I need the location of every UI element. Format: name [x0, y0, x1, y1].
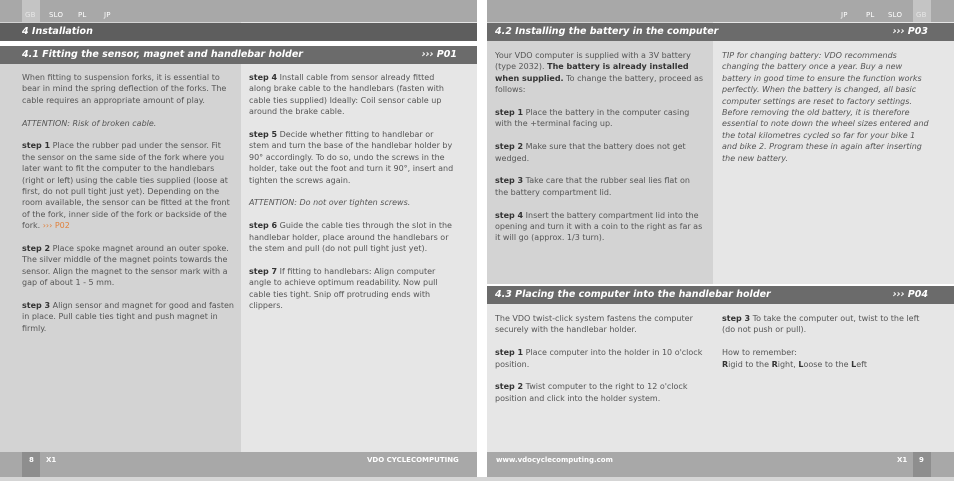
battery-step-2-text: Make sure that the battery does not get wedged.	[495, 142, 686, 163]
step-1-text: Place the rubber pad under the sensor. Fit the sensor on the same side of the fork where you later want to fit the computer to the handlebars (right or left) using the cable ties supplied (loose at first, do not pull tight just yet). Depending on the room available, the sensor can be fitted at the front of the fork, inner side of the fork or backside of the fork.	[22, 141, 230, 231]
section-4-1-column-1	[22, 72, 234, 346]
holder-step-3	[722, 313, 932, 336]
section-4-3-title: 4.3 Placing the computer into the handlebar holder	[495, 289, 771, 300]
mnemonic-t2: ight,	[777, 359, 799, 369]
mnemonic-t4: eft	[856, 359, 867, 369]
battery-step-4-label: step 4	[495, 210, 524, 220]
lang-jp-right[interactable]: JP	[841, 11, 848, 19]
holder-step-1	[495, 347, 709, 370]
mnemonic	[722, 347, 932, 370]
step-2	[22, 243, 234, 289]
intro-text: When fitting to suspension forks, it is essential to bear in mind the spring deflection of the forks. The cable requires an appropriate amount of play.	[22, 73, 227, 105]
holder-step-3-label: step 3	[722, 314, 751, 323]
top-bar-right	[477, 0, 954, 22]
section-4-3-column-1	[495, 313, 709, 416]
section-4-title: 4 Installation	[22, 26, 93, 37]
battery-step-3	[495, 175, 705, 198]
step-1	[22, 140, 234, 231]
lang-gb-right[interactable]: GB	[916, 11, 927, 19]
battery-intro	[495, 50, 705, 96]
footer-gap	[477, 452, 487, 477]
page-number-right: 9	[919, 456, 924, 464]
step-1-label: step 1	[22, 141, 51, 151]
section-4-3-ref[interactable]: ››› P04	[892, 289, 928, 300]
website-link[interactable]: www.vdocyclecomputing.com	[496, 456, 613, 464]
mnemonic-t1: igid to the	[728, 359, 772, 369]
step-3-label: step 3	[22, 301, 51, 311]
brand-name: VDO CYCLECOMPUTING	[367, 456, 459, 464]
holder-step-2-label: step 2	[495, 382, 524, 392]
lang-pl-left[interactable]: PL	[78, 11, 87, 19]
lang-slo-left[interactable]: SLO	[49, 11, 64, 19]
page-number-left: 8	[29, 456, 34, 464]
step-4-label: step 4	[249, 73, 278, 82]
section-4-3-header	[487, 286, 954, 304]
step-5-text: Decide whether fitting to handlebar or stem and turn the base of the handlebar holder by 90° accordingly. To do so, undo the screws in the holder, take out the foot and turn it 90°, insert and tighten the screws again.	[249, 130, 454, 185]
step-5	[249, 129, 455, 186]
battery-intro-c: To change the battery, proceed as follows:	[495, 73, 704, 95]
step-7	[249, 266, 455, 312]
section-4-2-column	[495, 50, 705, 255]
step-6	[249, 220, 455, 254]
mnemonic-heading: How to remember:	[722, 348, 797, 358]
battery-step-3-text: Take care that the rubber seal lies flat on the battery compartment lid.	[495, 176, 690, 197]
section-4-header	[0, 23, 477, 41]
step-6-text: Guide the cable ties through the slot in the handlebar holder, place around the handlebars or the stem and pull (do not pull tight just yet).	[249, 221, 452, 254]
section-4-1-title: 4.1 Fitting the sensor, magnet and handlebar holder	[22, 49, 303, 60]
section-4-2-header	[487, 23, 954, 41]
top-bar-left	[0, 0, 477, 22]
holder-intro: The VDO twist-click system fastens the computer securely with the handlebar holder.	[495, 314, 693, 335]
model-left: X1	[46, 456, 57, 464]
attention-broken-cable: ATTENTION: Risk of broken cable.	[22, 118, 157, 128]
step-7-text: If fitting to handlebars: Align computer angle to achieve optimum readability. Now pull cable ties tight. Snip off protruding ends with clippers.	[249, 266, 438, 311]
battery-step-1-label: step 1	[495, 108, 524, 118]
battery-step-2-label: step 2	[495, 142, 524, 152]
mnemonic-l2: L	[851, 359, 857, 369]
holder-step-2-text: Twist computer to the right to 12 o'clock position and click into the holder system.	[495, 382, 688, 403]
step-4	[249, 72, 455, 118]
battery-step-1-text: Place the battery in the computer casing with the +terminal facing up.	[495, 108, 690, 129]
step-2-text: Place spoke magnet around an outer spoke. The silver middle of the magnet points towards the sensor. Align the magnet to the sensor mark with a gap of about 1 - 5 mm.	[22, 244, 229, 288]
step-1-ref-link[interactable]: ››› P02	[42, 221, 70, 231]
step-3-text: Align sensor and magnet for good and fasten in place. Pull cable ties tight and push magnet in firmly.	[22, 301, 234, 333]
holder-step-1-text: Place computer into the holder in 10 o'clock position.	[495, 348, 703, 369]
attention-tighten: ATTENTION: Do not over tighten screws.	[249, 198, 411, 208]
section-4-2-title: 4.2 Installing the battery in the computer	[495, 26, 719, 37]
battery-step-1	[495, 107, 705, 130]
holder-step-1-label: step 1	[495, 348, 524, 358]
section-4-1-column-2	[249, 72, 455, 323]
step-6-label: step 6	[249, 221, 278, 231]
section-4-1-header	[0, 46, 477, 64]
holder-step-3-text: To take the computer out, twist to the left (do not push or pull).	[722, 314, 920, 335]
battery-tip-text: TIP for changing battery: VDO recommends changing the battery once a year. Buy a new battery in good time to ensure the function works perfectly. When the battery is changed, all basic computer settings are reset to factory settings. Before removing the old battery, it is therefore essential to note down the wheel sizes entered and the total kilometres cycled so far for your bike 1 and bike 2. Program these in again after inserting the new battery.	[722, 51, 929, 163]
center-gap	[477, 22, 487, 452]
mnemonic-l1: L	[798, 359, 804, 369]
top-bar-gap	[477, 0, 487, 22]
battery-tip	[722, 50, 932, 175]
section-4-3-column-2	[722, 313, 932, 370]
mnemonic-r2: R	[771, 359, 778, 369]
step-4-text: Install cable from sensor already fitted along brake cable to the handlebars (fasten with cable ties supplied) Ideally: Coil sensor cable up around the brake cable.	[249, 73, 445, 117]
battery-intro-a: Your VDO computer is supplied with a 3V battery (type 2032).	[495, 51, 691, 72]
battery-step-4	[495, 210, 705, 244]
battery-step-4-text: Insert the battery compartment lid into the opening and turn it with a coin to the right as far as it will go (approx. 1/3 turn).	[495, 210, 703, 243]
section-4-1-ref[interactable]: ››› P01	[421, 49, 457, 60]
mnemonic-t3: oose to the	[803, 359, 852, 369]
battery-step-3-label: step 3	[495, 176, 524, 186]
step-3	[22, 300, 234, 334]
step-2-label: step 2	[22, 244, 51, 254]
holder-step-2	[495, 381, 709, 404]
battery-step-2	[495, 141, 705, 164]
step-7-label: step 7	[249, 266, 278, 276]
lang-gb-left[interactable]: GB	[25, 11, 36, 19]
model-right: X1	[897, 456, 908, 464]
mnemonic-r1: R	[722, 359, 729, 369]
step-5-label: step 5	[249, 130, 278, 140]
section-4-2-ref[interactable]: ››› P03	[892, 26, 928, 37]
lang-slo-right[interactable]: SLO	[888, 11, 903, 19]
lang-jp-left[interactable]: JP	[104, 11, 111, 19]
lang-pl-right[interactable]: PL	[866, 11, 875, 19]
battery-intro-bold: The battery is already installed when supplied.	[495, 62, 689, 83]
